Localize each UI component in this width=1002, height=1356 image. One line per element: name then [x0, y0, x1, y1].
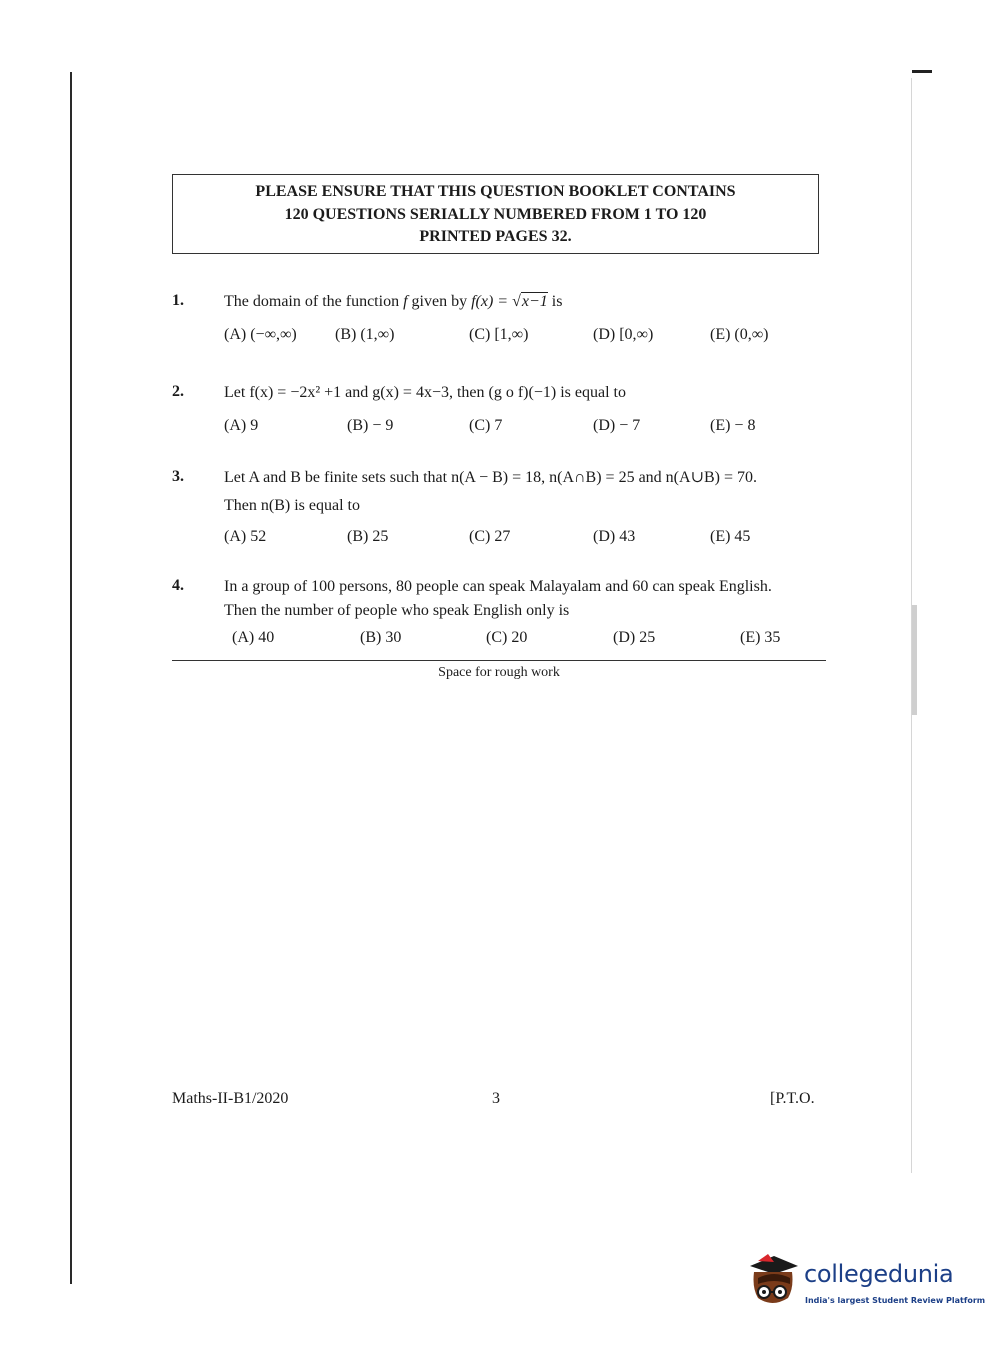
question-number: 4. — [172, 577, 184, 594]
logo-tagline: India's largest Student Review Platform — [805, 1296, 986, 1305]
option-c[interactable]: (C) 7 — [469, 417, 503, 434]
notice-line-3: PRINTED PAGES 32. — [419, 228, 572, 245]
question-number: 2. — [172, 383, 184, 400]
question-stem-line-2: Then n(B) is equal to — [224, 497, 360, 514]
option-b[interactable]: (B) 30 — [360, 629, 402, 646]
question-stem: In a group of 100 persons, 80 people can speak Malayalam and 60 can speak English. — [224, 578, 772, 595]
option-e[interactable]: (E) (0,∞) — [710, 326, 769, 343]
mascot-icon — [744, 1252, 802, 1310]
option-b[interactable]: (B) 25 — [347, 528, 389, 545]
option-d[interactable]: (D) [0,∞) — [593, 326, 654, 343]
option-a[interactable]: (A) 40 — [232, 629, 275, 646]
rough-work-label: Space for rough work — [438, 665, 560, 680]
question-stem: Let A and B be finite sets such that n(A − B) = 18, n(A∩B) = 25 and n(A∪B) = 70. — [224, 469, 757, 486]
page-number: 3 — [492, 1090, 500, 1107]
question-number: 3. — [172, 468, 184, 485]
scan-shadow — [912, 605, 917, 715]
option-d[interactable]: (D) 25 — [613, 629, 656, 646]
option-c[interactable]: (C) 27 — [469, 528, 511, 545]
corner-mark — [912, 70, 932, 73]
option-a[interactable]: (A) 9 — [224, 417, 259, 434]
question-stem: Let f(x) = −2x² +1 and g(x) = 4x−3, then (g o f)(−1) is equal to — [224, 384, 626, 401]
collegedunia-logo[interactable] — [744, 1252, 986, 1314]
logo-wordmark: collegedunia — [804, 1260, 954, 1288]
notice-line-2: 120 QUESTIONS SERIALLY NUMBERED FROM 1 TO 120 — [284, 205, 707, 223]
question-4 — [172, 575, 832, 655]
option-e[interactable]: (E) 35 — [740, 629, 781, 646]
option-b[interactable]: (B) (1,∞) — [335, 326, 395, 343]
option-a[interactable]: (A) (−∞,∞) — [224, 326, 297, 343]
option-b[interactable]: (B) − 9 — [347, 417, 394, 434]
question-2 — [172, 381, 832, 441]
page-edge-left — [70, 72, 72, 1284]
option-e[interactable]: (E) 45 — [710, 528, 751, 545]
option-c[interactable]: (C) 20 — [486, 629, 528, 646]
question-stem: The domain of the function f given by f(x) = √x−1 is — [224, 293, 563, 310]
question-1 — [172, 290, 832, 350]
pto-label: [P.T.O. — [770, 1090, 815, 1107]
rough-work-divider — [172, 660, 826, 661]
option-c[interactable]: (C) [1,∞) — [469, 326, 529, 343]
option-e[interactable]: (E) − 8 — [710, 417, 756, 434]
paper-code: Maths-II-B1/2020 — [172, 1090, 289, 1107]
option-d[interactable]: (D) 43 — [593, 528, 636, 545]
option-d[interactable]: (D) − 7 — [593, 417, 641, 434]
notice-line-1: PLEASE ENSURE THAT THIS QUESTION BOOKLET CONTAINS — [255, 183, 736, 200]
notice-box — [172, 174, 819, 254]
question-3 — [172, 466, 832, 556]
option-a[interactable]: (A) 52 — [224, 528, 267, 545]
question-stem-line-2: Then the number of people who speak English only is — [224, 602, 570, 619]
question-number: 1. — [172, 292, 184, 309]
